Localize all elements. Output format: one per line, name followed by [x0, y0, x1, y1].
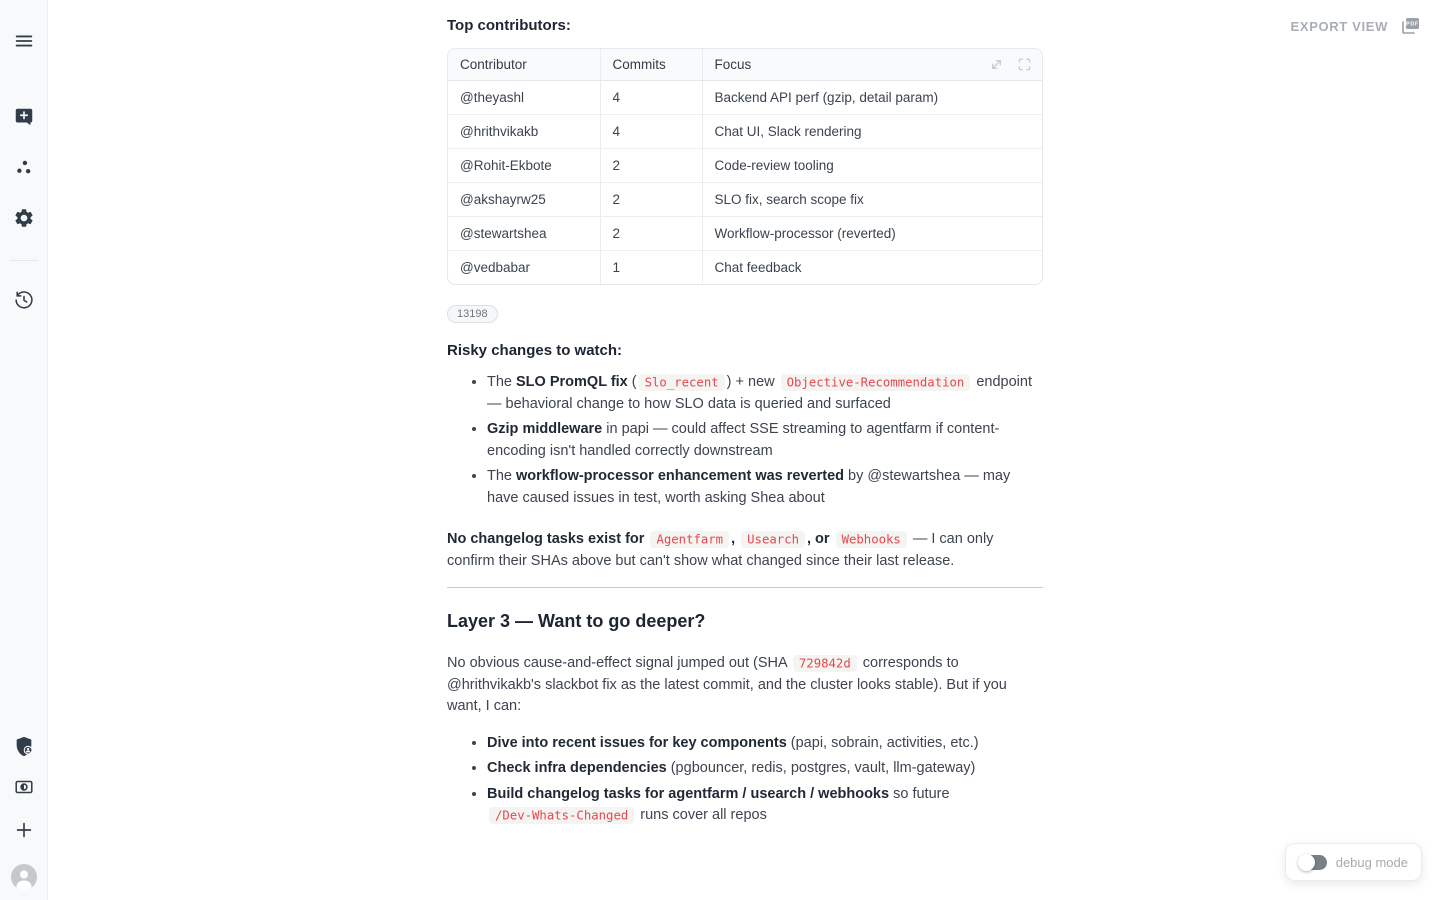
table-row	[448, 183, 1042, 217]
section-divider	[447, 587, 1043, 588]
table-cell: 2	[600, 183, 702, 217]
history-icon[interactable]	[12, 288, 36, 312]
chat-response-content	[447, 0, 1043, 831]
list-item	[487, 466, 1043, 509]
table-cell: SLO fix, search scope fix	[702, 183, 1042, 217]
text: endpoint — behavioral change to how SLO data is queried and surfaced	[487, 374, 1032, 412]
user-avatar[interactable]	[11, 864, 37, 890]
list-item	[487, 784, 1043, 827]
table-cell: @akshayrw25	[448, 183, 600, 217]
table-cell: 4	[600, 115, 702, 149]
inline-code: /Dev-Whats-Changed	[489, 807, 634, 824]
bold-text: , or	[806, 531, 834, 547]
sidebar	[0, 0, 48, 900]
debug-mode-label: debug mode	[1335, 854, 1408, 870]
inline-code: Agentfarm	[650, 531, 729, 548]
table-cell: @hrithvikakb	[448, 115, 600, 149]
cluster-dots-icon[interactable]	[12, 156, 36, 180]
bold-text: No changelog tasks exist for	[447, 531, 649, 547]
table-row	[448, 217, 1042, 251]
add-icon[interactable]	[12, 818, 36, 842]
table-cell: Workflow-processor (reverted)	[702, 217, 1042, 251]
col-header-contributor: Contributor	[448, 49, 600, 81]
text: (pgbouncer, redis, postgres, vault, llm-gateway)	[666, 760, 976, 776]
text: (	[627, 374, 637, 390]
text: No obvious cause-and-effect signal jumped out (SHA	[447, 655, 791, 671]
text: by @stewartshea — may have caused issues in test, worth asking Shea about	[487, 468, 1011, 506]
table-cell: @stewartshea	[448, 217, 600, 251]
bold-text: SLO PromQL fix	[516, 374, 628, 390]
text: so future	[889, 785, 950, 802]
table-row	[448, 115, 1042, 149]
bold-text: workflow-processor enhancement was reverted	[516, 468, 844, 484]
pdf-export-icon	[1398, 14, 1422, 38]
table-cell: Chat UI, Slack rendering	[702, 115, 1042, 149]
text: in papi — could affect SSE streaming to agentfarm if content-encoding isn't handled correctly downstream	[487, 421, 1000, 459]
table-row	[448, 149, 1042, 183]
table-row	[448, 251, 1042, 285]
export-view-label: EXPORT VIEW	[1290, 18, 1388, 34]
debug-mode-toggle[interactable]	[1299, 855, 1327, 870]
table-cell: 2	[600, 217, 702, 251]
table-cell: @theyashl	[448, 81, 600, 115]
svg-text:PDF: PDF	[1406, 21, 1419, 28]
inline-code: Objective-Recommendation	[781, 374, 971, 391]
table-cell: Code-review tooling	[702, 149, 1042, 183]
expand-diagonal-icon[interactable]	[989, 57, 1004, 72]
text: — I can only confirm their SHAs above but can't show what changed since their last release.	[447, 531, 994, 569]
table-row	[448, 81, 1042, 115]
table-cell: @Rohit-Ekbote	[448, 149, 600, 183]
layer3-paragraph	[447, 653, 1043, 718]
text: The	[487, 468, 517, 484]
bold-text: Check infra dependencies	[487, 760, 667, 776]
bold-text: Dive into recent issues for key components	[487, 734, 787, 751]
col-header-commits: Commits	[600, 49, 702, 81]
list-item	[487, 419, 1043, 462]
table-cell: 4	[600, 81, 702, 115]
list-item	[487, 733, 1043, 755]
export-view-button[interactable]	[1291, 14, 1422, 38]
list-item	[487, 372, 1043, 415]
text: runs cover all repos	[636, 807, 767, 823]
admin-shield-icon[interactable]	[12, 734, 36, 758]
text: ) + new	[726, 374, 779, 390]
inline-code: 729842d	[793, 655, 857, 672]
settings-gear-icon[interactable]	[12, 206, 36, 230]
inline-code: Webhooks	[836, 531, 907, 548]
risky-changes-list	[447, 372, 1043, 509]
table-cell: 2	[600, 149, 702, 183]
toggle-knob	[1298, 854, 1315, 871]
bold-text: Gzip middleware	[487, 421, 603, 437]
bold-text: Build changelog tasks for agentfarm / usearch / webhooks	[487, 785, 890, 802]
new-chat-icon[interactable]	[12, 105, 36, 129]
table-tools	[989, 57, 1032, 72]
reader-card-icon[interactable]	[12, 775, 36, 799]
risky-changes-heading: Risky changes to watch:	[447, 342, 623, 359]
text: (papi, sobrain, activities, etc.)	[786, 734, 979, 751]
layer3-options-list	[447, 733, 1043, 827]
table-cell: Chat feedback	[702, 251, 1042, 285]
text: corresponds to @hrithvikakb's slackbot fix as the latest commit, and the cluster looks stable). But if you want, I can:	[447, 655, 1007, 714]
table-cell: 1	[600, 251, 702, 285]
table-header-row	[448, 49, 1042, 81]
contributors-table	[447, 48, 1043, 285]
table-cell: @vedbabar	[460, 260, 530, 275]
inline-code: Usearch	[741, 531, 805, 548]
sidebar-divider	[10, 260, 38, 261]
col-header-focus: Focus	[702, 49, 1042, 81]
layer3-heading: Layer 3 — Want to go deeper?	[447, 611, 706, 631]
bold-text: ,	[731, 531, 740, 547]
menu-icon[interactable]	[12, 29, 36, 53]
top-contributors-heading: Top contributors:	[447, 17, 571, 34]
list-item	[487, 758, 1043, 780]
text: The	[487, 374, 517, 390]
inline-code: Slo_recent	[639, 374, 725, 391]
changelog-note	[447, 529, 1043, 572]
table-cell: Backend API perf (gzip, detail param)	[702, 81, 1042, 115]
debug-mode-card	[1285, 843, 1422, 881]
token-count-badge: 13198	[447, 305, 498, 323]
fullscreen-icon[interactable]	[1017, 57, 1032, 72]
